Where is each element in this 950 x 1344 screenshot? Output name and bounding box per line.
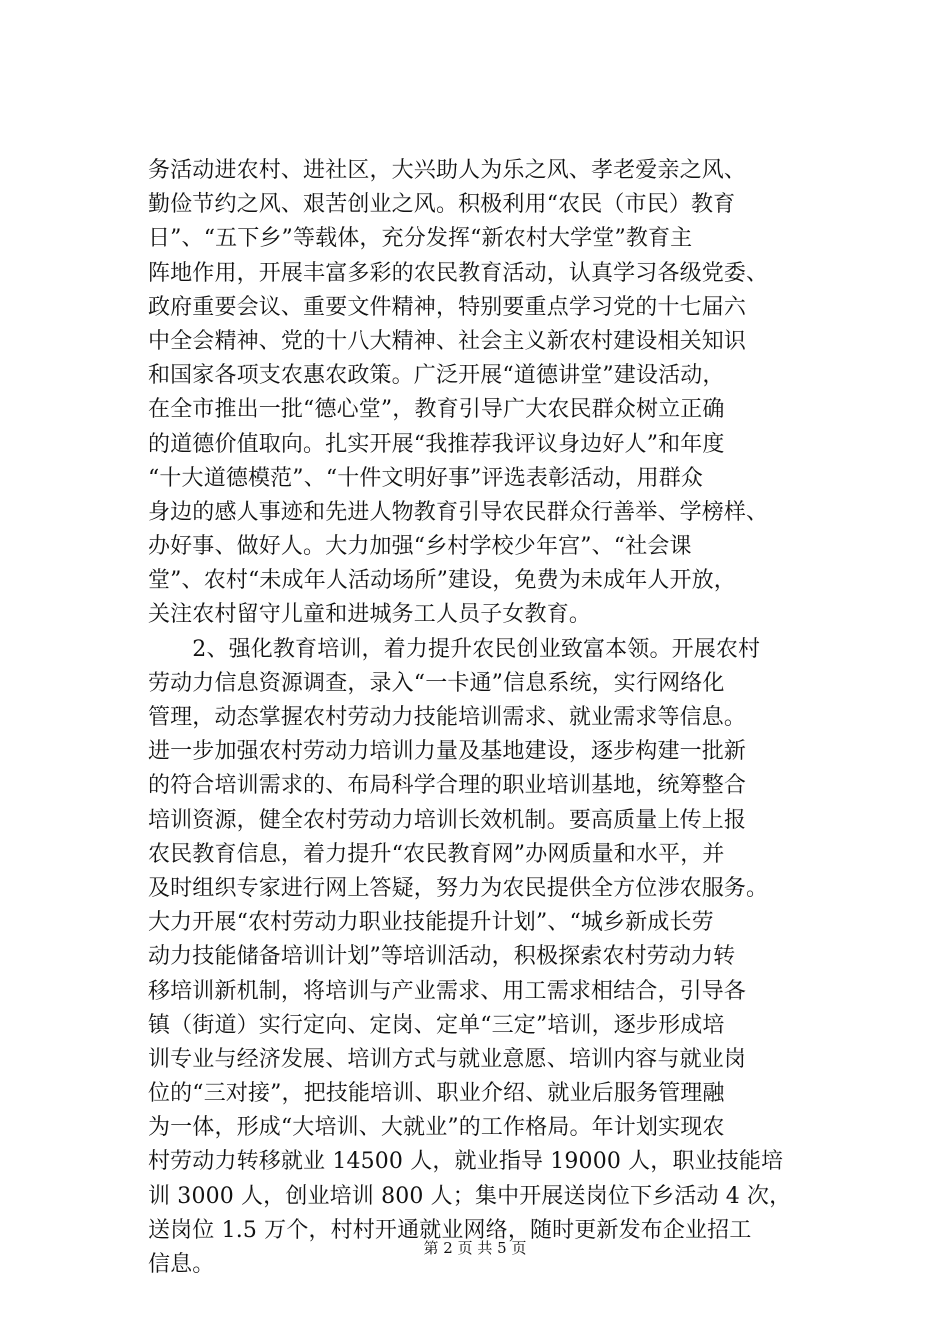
text-line: 村劳动力转移就业 14500 人，就业指导 19000 人，职业技能培 xyxy=(148,1149,784,1175)
text-line: 劳动力信息资源调查，录入“一卡通”信息系统，实行网络化 xyxy=(148,670,725,696)
text-line: 日”、“五下乡”等载体，充分发挥“新农村大学堂”教育主 xyxy=(148,226,693,252)
page-footer: 第 2 页 共 5 页 xyxy=(423,1239,527,1257)
text-line: 及时组织专家进行网上答疑，努力为农民提供全方位涉农服务。 xyxy=(148,875,769,901)
text-line: 的符合培训需求的、布局科学合理的职业培训基地，统筹整合 xyxy=(148,773,747,799)
text-line: 务活动进农村、进社区，大兴助人为乐之风、孝老爱亲之风、 xyxy=(148,158,747,183)
text-line: 2、强化教育培训，着力提升农民创业致富本领。开展农村 xyxy=(148,636,761,662)
text-line: 送岗位 1.5 万个，村村开通就业网络，随时更新发布企业招工 xyxy=(148,1217,752,1243)
text-line: 身边的感人事迹和先进人物教育引导农民群众行善举、学榜样、 xyxy=(148,499,769,525)
text-line: 办好事、做好人。大力加强“乡村学校少年宫”、“社会课 xyxy=(148,534,692,560)
text-line: 位的“三对接”，把技能培训、职业介绍、就业后服务管理融 xyxy=(148,1081,725,1107)
text-line: 阵地作用，开展丰富多彩的农民教育活动，认真学习各级党委、 xyxy=(148,260,769,286)
text-line: 培训资源，健全农村劳动力培训长效机制。要高质量上传上报 xyxy=(148,807,747,833)
text-line: 移培训新机制，将培训与产业需求、用工需求相结合，引导各 xyxy=(148,978,747,1004)
text-line: 管理，动态掌握农村劳动力技能培训需求、就业需求等信息。 xyxy=(148,705,747,730)
text-line: 关注农村留守儿童和进城务工人员子女教育。 xyxy=(148,602,592,628)
text-line: 动力技能储备培训计划”等培训活动，积极探索农村劳动力转 xyxy=(148,944,736,970)
text-line: 堂”、农村“未成年人活动场所”建设，免费为未成年人开放， xyxy=(148,568,736,594)
text-line: 镇（街道）实行定向、定岗、定单“三定”培训，逐步形成培 xyxy=(148,1012,725,1038)
text-line: 为一体，形成“大培训、大就业”的工作格局。年计划实现农 xyxy=(148,1115,725,1141)
text-line: 和国家各项支农惠农政策。广泛开展“道德讲堂”建设活动， xyxy=(148,363,725,389)
text-line: 政府重要会议、重要文件精神，特别要重点学习党的十七届六 xyxy=(148,294,747,320)
text-line: 在全市推出一批“德心堂”，教育引导广大农民群众树立正确 xyxy=(148,397,725,423)
text-line: 勤俭节约之风、艰苦创业之风。积极利用“农民（市民）教育 xyxy=(148,192,736,218)
body-text xyxy=(148,154,828,1282)
text-line: 大力开展“农村劳动力职业技能提升计划”、“城乡新成长劳 xyxy=(148,910,714,936)
text-line: 进一步加强农村劳动力培训力量及基地建设，逐步构建一批新 xyxy=(148,739,747,765)
text-line: 农民教育信息，着力提升“农民教育网”办网质量和水平，并 xyxy=(148,841,725,867)
text-line: 中全会精神、党的十八大精神、社会主义新农村建设相关知识 xyxy=(148,328,747,354)
text-line: 训 3000 人，创业培训 800 人；集中开展送岗位下乡活动 4 次， xyxy=(148,1183,792,1209)
text-line: 训专业与经济发展、培训方式与就业意愿、培训内容与就业岗 xyxy=(148,1046,747,1072)
text-line: “十大道德模范”、“十件文明好事”评选表彰活动，用群众 xyxy=(148,465,704,491)
text-line: 信息。 xyxy=(148,1252,215,1277)
text-line: 的道德价值取向。扎实开展“我推荐我评议身边好人”和年度 xyxy=(148,431,725,457)
